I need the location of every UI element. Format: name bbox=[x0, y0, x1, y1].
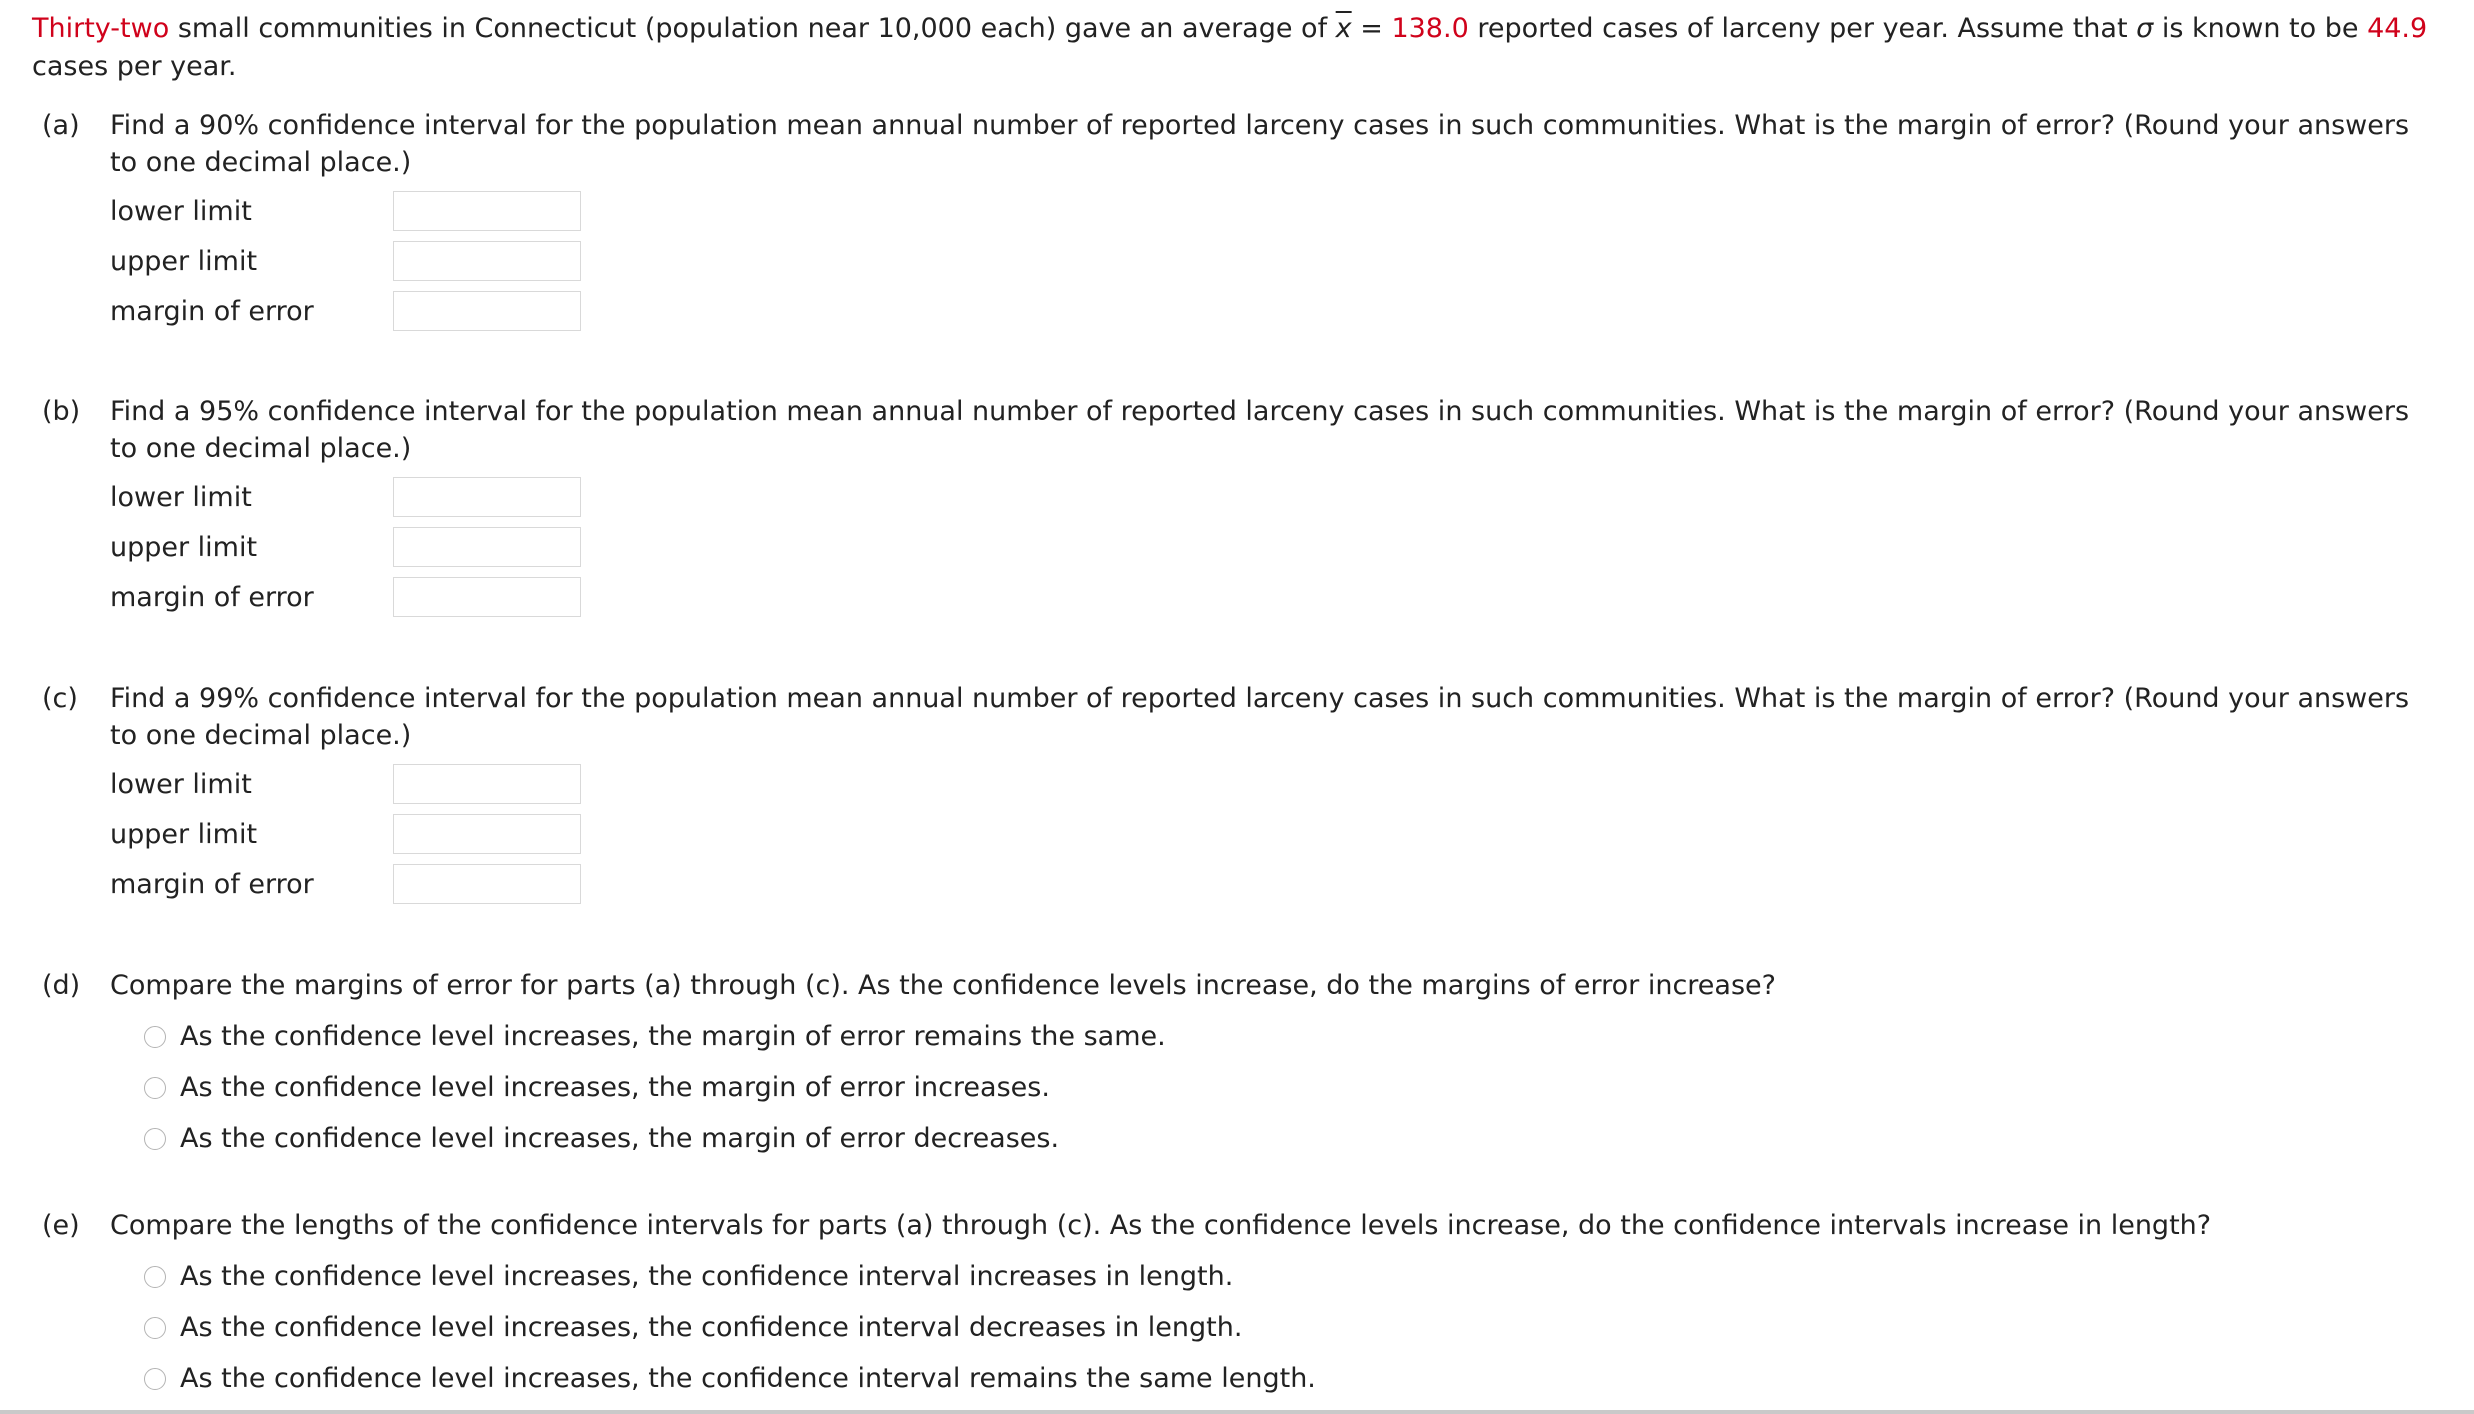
part-a-margin-input[interactable] bbox=[393, 291, 581, 331]
field-label: lower limit bbox=[110, 481, 252, 513]
equals-sign: = bbox=[1351, 13, 1392, 44]
intro-text-4: cases per year. bbox=[32, 51, 237, 82]
radio-button[interactable] bbox=[144, 1266, 166, 1288]
part-c-lower-limit-input[interactable] bbox=[393, 764, 581, 804]
field-label: margin of error bbox=[110, 581, 314, 613]
intro-text-2: reported cases of larceny per year. Assume that bbox=[1468, 13, 2137, 44]
option-text: As the confidence level increases, the margin of error remains the same. bbox=[180, 1021, 1166, 1052]
radio-button[interactable] bbox=[144, 1077, 166, 1099]
part-a-label: (a) bbox=[42, 110, 80, 141]
field-row bbox=[110, 286, 2442, 336]
sigma-symbol: σ bbox=[2136, 13, 2154, 44]
radio-option[interactable] bbox=[144, 1011, 2442, 1062]
part-a-fields bbox=[110, 186, 2442, 336]
problem-statement bbox=[32, 10, 2442, 86]
intro-text-3: is known to be bbox=[2153, 13, 2368, 44]
part-a-lower-limit-input[interactable] bbox=[393, 191, 581, 231]
field-row bbox=[110, 522, 2442, 572]
field-row bbox=[110, 472, 2442, 522]
part-c bbox=[42, 680, 2442, 909]
part-e-label: (e) bbox=[42, 1210, 80, 1241]
part-c-question: Find a 99% confidence interval for the population mean annual number of reported larceny cases in such communities. What is the margin of error? (Round your answers to one decimal place.) bbox=[110, 683, 2410, 751]
part-b-question: Find a 95% confidence interval for the population mean annual number of reported larceny cases in such communities. What is the margin of error? (Round your answers to one decimal place.) bbox=[110, 396, 2410, 464]
part-a-upper-limit-input[interactable] bbox=[393, 241, 581, 281]
part-c-label: (c) bbox=[42, 683, 78, 714]
option-text: As the confidence level increases, the margin of error increases. bbox=[180, 1072, 1050, 1103]
part-b-fields bbox=[110, 472, 2442, 622]
field-row bbox=[110, 572, 2442, 622]
part-e bbox=[42, 1207, 2442, 1404]
sample-count: Thirty-two bbox=[32, 13, 170, 44]
part-b-margin-input[interactable] bbox=[393, 577, 581, 617]
xbar-symbol: $\overline{x}$ bbox=[1335, 13, 1352, 44]
part-c-margin-input[interactable] bbox=[393, 864, 581, 904]
field-label: margin of error bbox=[110, 295, 314, 327]
radio-option[interactable] bbox=[144, 1251, 2442, 1302]
part-a-question: Find a 90% confidence interval for the population mean annual number of reported larceny cases in such communities. What is the margin of error? (Round your answers to one decimal place.) bbox=[110, 110, 2410, 178]
radio-button[interactable] bbox=[144, 1026, 166, 1048]
field-row bbox=[110, 809, 2442, 859]
part-d-question: Compare the margins of error for parts (a) through (c). As the confidence levels increase, do the margins of error increase? bbox=[110, 970, 1776, 1001]
sigma-value: 44.9 bbox=[2367, 13, 2428, 44]
part-b-upper-limit-input[interactable] bbox=[393, 527, 581, 567]
radio-option[interactable] bbox=[144, 1302, 2442, 1353]
field-row bbox=[110, 236, 2442, 286]
radio-button[interactable] bbox=[144, 1128, 166, 1150]
bottom-scrollbar-edge bbox=[0, 1410, 2474, 1414]
field-label: lower limit bbox=[110, 768, 252, 800]
radio-button[interactable] bbox=[144, 1368, 166, 1390]
field-label: margin of error bbox=[110, 868, 314, 900]
part-b bbox=[42, 393, 2442, 622]
part-e-question: Compare the lengths of the confidence intervals for parts (a) through (c). As the confidence levels increase, do the confidence intervals increase in length? bbox=[110, 1210, 2212, 1241]
field-label: upper limit bbox=[110, 245, 258, 277]
option-text: As the confidence level increases, the confidence interval decreases in length. bbox=[180, 1312, 1243, 1343]
option-text: As the confidence level increases, the confidence interval remains the same length. bbox=[180, 1363, 1316, 1394]
part-d-options bbox=[144, 1011, 2442, 1164]
intro-text-1: small communities in Connecticut (population near 10,000 each) gave an average of bbox=[169, 13, 1336, 44]
part-c-fields bbox=[110, 759, 2442, 909]
field-row bbox=[110, 759, 2442, 809]
sample-mean-value: 138.0 bbox=[1391, 13, 1469, 44]
radio-option[interactable] bbox=[144, 1113, 2442, 1164]
part-c-upper-limit-input[interactable] bbox=[393, 814, 581, 854]
part-d-label: (d) bbox=[42, 970, 81, 1001]
part-e-options bbox=[144, 1251, 2442, 1404]
part-b-label: (b) bbox=[42, 396, 81, 427]
part-d bbox=[42, 967, 2442, 1164]
part-a bbox=[42, 107, 2442, 336]
option-text: As the confidence level increases, the margin of error decreases. bbox=[180, 1123, 1060, 1154]
radio-option[interactable] bbox=[144, 1062, 2442, 1113]
part-b-lower-limit-input[interactable] bbox=[393, 477, 581, 517]
field-label: upper limit bbox=[110, 531, 258, 563]
field-row bbox=[110, 859, 2442, 909]
field-label: upper limit bbox=[110, 818, 258, 850]
radio-button[interactable] bbox=[144, 1317, 166, 1339]
field-row bbox=[110, 186, 2442, 236]
radio-option[interactable] bbox=[144, 1353, 2442, 1404]
field-label: lower limit bbox=[110, 195, 252, 227]
option-text: As the confidence level increases, the confidence interval increases in length. bbox=[180, 1261, 1234, 1292]
